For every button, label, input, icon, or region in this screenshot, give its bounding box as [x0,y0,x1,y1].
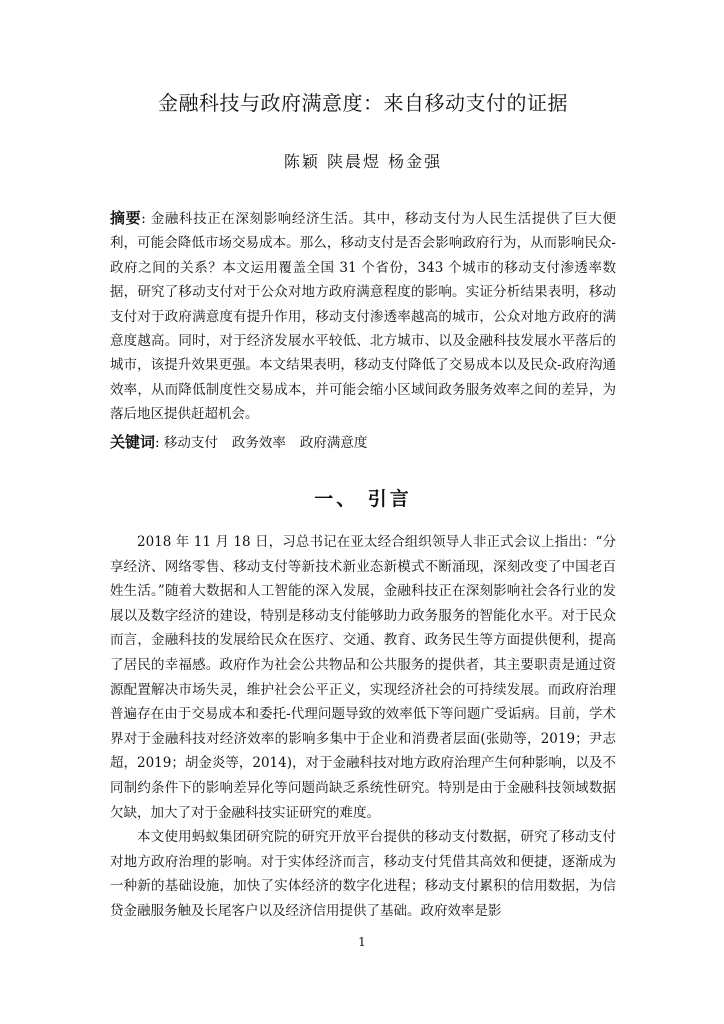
keyword: 移动支付 [163,435,218,451]
abstract-label: 摘要 [110,209,142,227]
author-name: 陕晨煜 [326,152,381,171]
abstract [110,206,616,427]
author-name: 杨金强 [388,152,443,171]
keywords-label: 关键词 [110,433,156,451]
body-paragraph: 本文使用蚂蚁集团研究院的研究开放平台提供的移动支付数据，研究了移动支付对地方政府治理的影响。对于实体经济而言，移动支付凭借其高效和便捷，逐渐成为一种新的基础设施，加快了实体经济的数字化进程；移动支付累积的信用数据，为信贷金融服务触及长尾客户以及经济信用提供了基础。政府效率是影 [110,829,616,919]
page-number: 1 [358,935,366,949]
author-list [110,150,616,174]
body-paragraph: 2018 年 11 月 18 日，习总书记在亚太经合组织领导人非正式会议上指出：“分享经济、网络零售、移动支付等新技术新业态新模式不断涌现，深刻改变了中国老百姓生活。”随着大数据和人工智能的深入发展，金融科技正在深刻影响社会各行业的发展以及数字经济的建设，特别是移动支付能够助力政务服务的智能化水平。对于民众而言，金融科技的发展给民众在医疗、交通、教育、政务民生等方面提供便利，提高了居民的幸福感。政府作为社会公共物品和公共服务的提供者，其主要职责是通过资源配置解决市场失灵，维护社会公平正义，实现经济社会的可持续发展。而政府治理普遍存在由于交易成本和委托-代理问题导致的效率低下等问题广受诟病。目前，学术界对于金融科技对经济效率的影响多集中于企业和消费者层面(张勋等，2019；尹志超，2019；胡金炎等，2014)，对于金融科技对地方政府治理产生何种影响，以及不同制约条件下的影响差异化等问题尚缺乏系统性研究。特别是由于金融科技领域数据欠缺，加大了对于金融科技实证研究的难度。 [110,534,616,821]
keyword: 政务效率 [231,435,286,451]
keywords [110,430,616,455]
body-text [110,530,616,924]
abstract-separator: : [141,211,151,227]
keywords-separator: : [155,435,164,451]
paper-title: 金融科技与政府满意度：来自移动支付的证据 [158,91,568,115]
abstract-text: 金融科技正在深刻影响经济生活。其中，移动支付为人民生活提供了巨大便利，可能会降低市场交易成本。那么，移动支付是否会影响政府行为，从而影响民众-政府之间的关系？本文运用覆盖全国 31 个省份，343 个城市的移动支付渗透率数据，研究了移动支付对于公众对地方政府满意程度的影响。实证分析结果表明，移动支付对于政府满意度有提升作用，移动支付渗透率越高的城市，公众对地方政府的满意度越高。同时，对于经济发展水平较低、北方城市、以及金融科技发展水平落后的城市，该提升效果更强。本文结果表明，移动支付降低了交易成本以及民众-政府沟通效率，从而降低制度性交易成本，并可能会缩小区域间政务服务效率之间的差异，为落后地区提供赶超机会。 [110,211,617,423]
author-name: 陈颖 [283,152,320,171]
keyword: 政府满意度 [299,435,368,451]
section-heading: 一、 引言 [314,488,412,510]
